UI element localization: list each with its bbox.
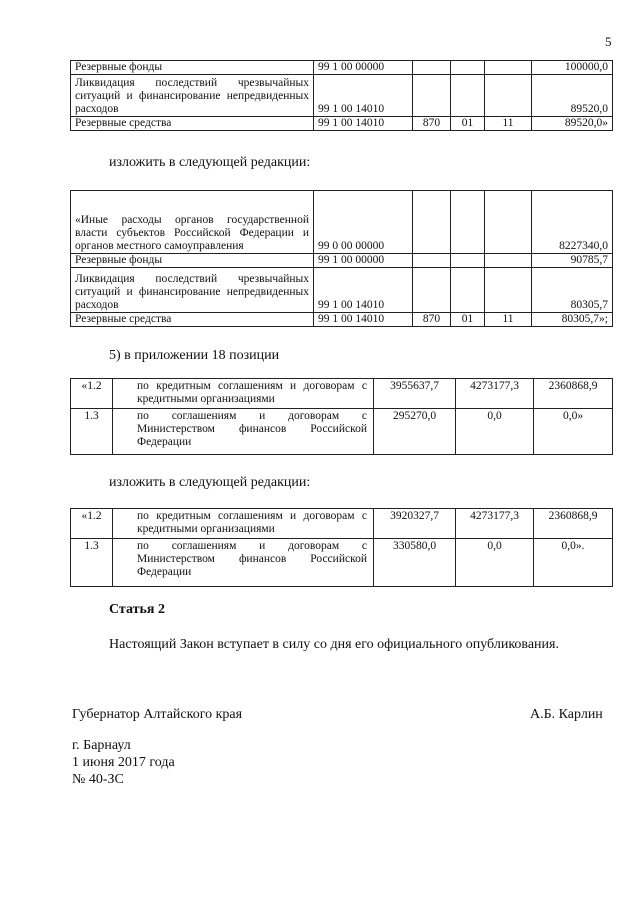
row-name: Ликвидация последствий чрезвычайных ситуаций и финансирование непредвиденных расходов: [71, 268, 314, 313]
article-text: Настоящий Закон вступает в силу со дня его официального опубликования.: [109, 637, 559, 652]
row-rz: [451, 268, 485, 313]
row-vr: [413, 268, 451, 313]
row-code: 99 1 00 00000: [314, 61, 413, 75]
row-vr: [413, 254, 451, 268]
row-pr: [485, 268, 532, 313]
row-description: по соглашениям и договорам с Министерством финансов Российской Федерации: [113, 409, 374, 455]
row-name: «Иные расходы органов государственной власти субъектов Российской Федерации и органов местного самоуправления: [71, 191, 314, 254]
row-code: 99 0 00 00000: [314, 191, 413, 254]
page-number: 5: [605, 34, 612, 49]
law-date: 1 июня 2017 года: [72, 755, 175, 770]
appendix-table-new: [70, 508, 613, 587]
row-name: Резервные средства: [71, 313, 314, 327]
row-rz: [451, 191, 485, 254]
row-rz: [451, 254, 485, 268]
table-row: [71, 61, 613, 75]
row-pr: [485, 75, 532, 117]
row-sum: 89520,0: [532, 75, 613, 117]
table-row: [71, 509, 613, 539]
row-sum: 8227340,0: [532, 191, 613, 254]
row-vr: 870: [413, 313, 451, 327]
table-row: [71, 268, 613, 313]
table-row: [71, 409, 613, 455]
signatory-name: А.Б. Карлин: [530, 707, 603, 722]
row-value-2: 0,0: [456, 539, 534, 587]
table-row: [71, 539, 613, 587]
table-row: [71, 379, 613, 409]
row-number: «1.2: [71, 379, 113, 409]
table-row: [71, 313, 613, 327]
row-value-3: 2360868,9: [534, 379, 613, 409]
appendix-table-old: [70, 378, 613, 455]
row-description: по соглашениям и договорам с Министерством финансов Российской Федерации: [113, 539, 374, 587]
edit-instruction: изложить в следующей редакции:: [109, 155, 311, 170]
row-pr: 11: [485, 117, 532, 131]
row-value-2: 0,0: [456, 409, 534, 455]
row-number: «1.2: [71, 509, 113, 539]
row-sum: 80305,7»;: [532, 313, 613, 327]
table-row: [71, 75, 613, 117]
row-code: 99 1 00 14010: [314, 313, 413, 327]
table-row: [71, 191, 613, 254]
row-code: 99 1 00 14010: [314, 117, 413, 131]
row-pr: [485, 254, 532, 268]
row-sum: 90785,7: [532, 254, 613, 268]
table-row: [71, 117, 613, 131]
row-rz: [451, 61, 485, 75]
row-value-1: 295270,0: [374, 409, 456, 455]
row-value-1: 3955637,7: [374, 379, 456, 409]
row-pr: 11: [485, 313, 532, 327]
row-name: Резервные фонды: [71, 254, 314, 268]
row-pr: [485, 191, 532, 254]
row-code: 99 1 00 14010: [314, 268, 413, 313]
law-number: № 40-ЗС: [72, 772, 124, 787]
row-value-2: 4273177,3: [456, 509, 534, 539]
row-value-2: 4273177,3: [456, 379, 534, 409]
row-value-3: 0,0»: [534, 409, 613, 455]
row-vr: [413, 75, 451, 117]
row-name: Резервные фонды: [71, 61, 314, 75]
row-number: 1.3: [71, 539, 113, 587]
article-title: Статья 2: [109, 602, 165, 617]
budget-table-old: [70, 60, 613, 131]
row-rz: 01: [451, 313, 485, 327]
signatory-position: Губернатор Алтайского края: [72, 707, 243, 722]
table-row: [71, 254, 613, 268]
row-value-1: 330580,0: [374, 539, 456, 587]
row-rz: [451, 75, 485, 117]
row-sum: 100000,0: [532, 61, 613, 75]
row-description: по кредитным соглашениям и договорам с кредитными организациями: [113, 379, 374, 409]
row-pr: [485, 61, 532, 75]
row-name: Резервные средства: [71, 117, 314, 131]
row-vr: [413, 61, 451, 75]
row-vr: [413, 191, 451, 254]
row-sum: 89520,0»: [532, 117, 613, 131]
row-value-3: 0,0».: [534, 539, 613, 587]
row-value-3: 2360868,9: [534, 509, 613, 539]
row-value-1: 3920327,7: [374, 509, 456, 539]
budget-table-new: [70, 190, 613, 327]
edit-instruction-2: изложить в следующей редакции:: [109, 475, 311, 490]
city: г. Барнаул: [72, 738, 131, 753]
row-description: по кредитным соглашениям и договорам с кредитными организациями: [113, 509, 374, 539]
row-code: 99 1 00 14010: [314, 75, 413, 117]
row-number: 1.3: [71, 409, 113, 455]
appendix-instruction: 5) в приложении 18 позиции: [109, 348, 280, 363]
row-code: 99 1 00 00000: [314, 254, 413, 268]
row-vr: 870: [413, 117, 451, 131]
row-rz: 01: [451, 117, 485, 131]
row-sum: 80305,7: [532, 268, 613, 313]
row-name: Ликвидация последствий чрезвычайных ситуаций и финансирование непредвиденных расходов: [71, 75, 314, 117]
